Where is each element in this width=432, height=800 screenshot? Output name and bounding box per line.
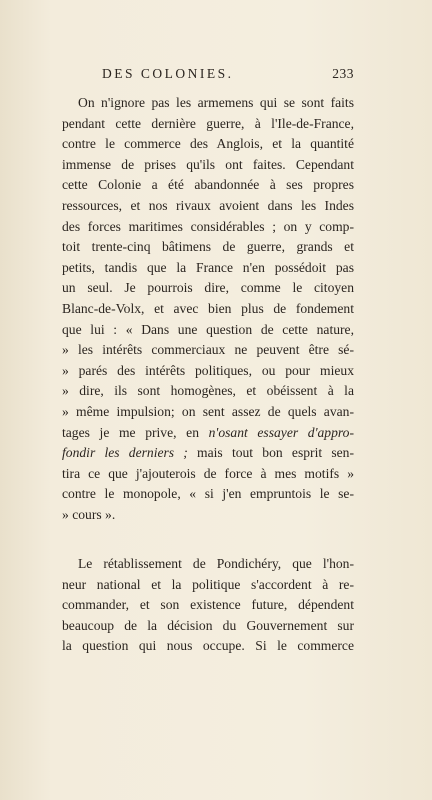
text-line: » parés des intérêts politiques, ou pour mieux: [62, 362, 354, 378]
text-segment: mais tout bon esprit sen-: [187, 445, 354, 461]
text-line: beaucoup de la décision du Gouvernement sur: [62, 617, 354, 633]
text-line: Le rétablissement de Pondichéry, que l'hon-: [78, 556, 354, 571]
text-line: la question qui nous occupe. Si le commerce: [62, 638, 354, 654]
text-line-italic: [62, 423, 354, 444]
text-line: petits, tandis que la France n'en possédoit pas: [62, 259, 354, 275]
text-line: immense de prises qu'ils ont faites. Cependant: [62, 156, 354, 172]
running-head-title: DES COLONIES.: [102, 66, 234, 81]
text-line: cette Colonie a été abandonnée à ses propres: [62, 177, 354, 193]
text-line: pendant cette dernière guerre, à l'Ile-de-France,: [62, 115, 354, 131]
text-line: un seul. Je pourrois dire, comme le citoyen: [62, 280, 354, 296]
text-line: que lui : « Dans une question de cette nature,: [62, 321, 354, 337]
italic-segment: n'osant essayer d'appro-: [208, 424, 354, 440]
text-line: On n'ignore pas les armemens qui se sont faits: [78, 95, 354, 110]
page-number: 233: [332, 66, 354, 81]
text-line: » même impulsion; on sent assez de quels avan-: [62, 403, 354, 419]
text-line: » dire, ils sont homogènes, et obéissent à la: [62, 383, 354, 399]
text-line: » les intérêts commerciaux ne peuvent être sé-: [62, 342, 354, 358]
text-line: neur national et la politique s'accordent à re-: [62, 576, 354, 592]
text-line: » cours ».: [62, 506, 116, 522]
running-head: [102, 66, 354, 82]
text-line: contre le commerce des Anglois, et la quantité: [62, 136, 354, 152]
italic-segment: fondir les derniers ;: [62, 445, 188, 461]
paragraph-2: [62, 554, 354, 657]
text-line-italic: [62, 443, 354, 464]
text-line: ressources, et nos rivaux avoient dans les Indes: [62, 197, 354, 213]
text-line: commander, et son existence future, dépendent: [62, 597, 354, 613]
text-line: des forces maritimes considérables ; on y comp-: [62, 218, 354, 234]
text-line: tira ce que j'ajouterois de force à mes motifs »: [62, 465, 354, 481]
text-line: Blanc-de-Volx, et avec bien plus de fondement: [62, 300, 354, 316]
text-line: toit trente-cinq bâtimens de guerre, grands et: [62, 239, 354, 255]
text-line: contre le monopole, « si j'en empruntois le se-: [62, 486, 354, 502]
paragraph-1: [62, 93, 354, 525]
text-segment: tages je me prive, en: [62, 424, 209, 440]
